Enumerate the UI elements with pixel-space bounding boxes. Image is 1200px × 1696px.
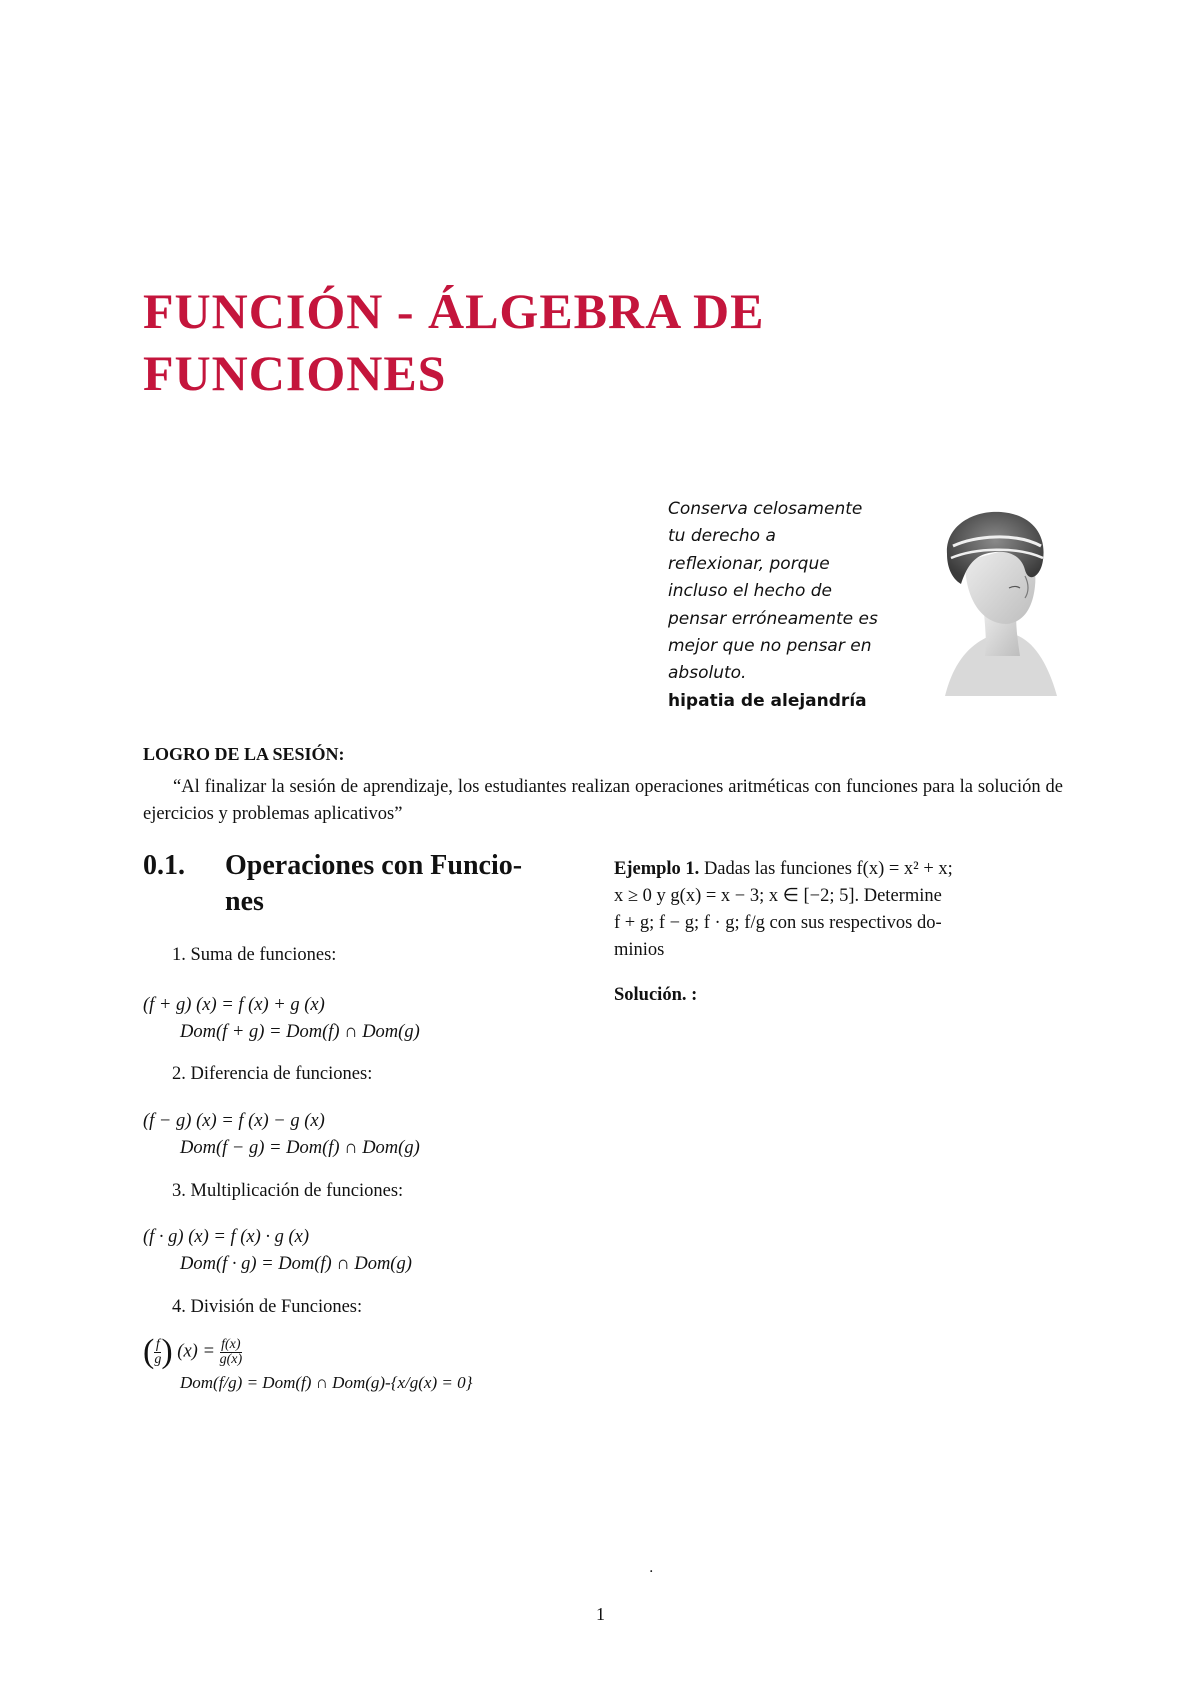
document-title: FUNCIÓN - ÁLGEBRA DE [143, 283, 765, 339]
formula: Dom(f · g) = Dom(f) ∩ Dom(g) [180, 1254, 412, 1274]
fraction: $\frac{f(x)}{g(x)}$ [219, 1336, 243, 1367]
example-block [614, 856, 1069, 964]
list-item: 1. Suma de funciones: [172, 945, 337, 965]
formula: Dom(f + g) = Dom(f) ∩ Dom(g) [180, 1022, 420, 1042]
quote-line: tu derecho a [668, 526, 776, 547]
list-item: 3. Multiplicación de funciones: [172, 1181, 404, 1201]
footer-dot: . [649, 1560, 654, 1576]
formula: (f · g) (x) = f (x) · g (x) [143, 1227, 310, 1247]
quote-line: pensar erróneamente es [668, 608, 878, 629]
learning-goal-text: “Al finalizar la sesión de aprendizaje, los estudiantes realizan operaciones aritméticas con funciones para la solución de ejercicios y problemas aplicativos” [143, 777, 1063, 824]
page-number: 1 [596, 1604, 605, 1624]
solution-label: Solución. : [614, 985, 698, 1005]
fraction: $\frac{f}{g}$ [154, 1336, 162, 1367]
learning-goal-heading: LOGRO DE LA SESIÓN: [143, 744, 345, 764]
formula: ( $\frac{f}{g}$ ) (x) = $\frac{f(x)}{g(x)}$ [143, 1333, 243, 1370]
list-item: 2. Diferencia de funciones: [172, 1064, 373, 1084]
section-heading [143, 848, 593, 920]
epigraph-quote [668, 496, 908, 715]
example-text: Dadas las funciones f(x) = x² + x; [703, 859, 953, 879]
section-title: Operaciones con Funcio- [225, 850, 523, 881]
example-text: x ≥ 0 y g(x) = x − 3; x ∈ [−2; 5]. Determine [614, 886, 942, 906]
example-text: minios [614, 940, 665, 960]
formula: Dom(f − g) = Dom(f) ∩ Dom(g) [180, 1138, 420, 1158]
example-label: Ejemplo 1. [614, 859, 700, 879]
formula: Dom(f/g) = Dom(f) ∩ Dom(g)-{x/g(x) = 0} [180, 1373, 473, 1392]
formula: (f + g) (x) = f (x) + g (x) [143, 995, 325, 1015]
section-title-cont: nes [225, 886, 264, 917]
formula: (f − g) (x) = f (x) − g (x) [143, 1111, 325, 1131]
quote-line: absoluto. [668, 663, 747, 684]
quote-line: incluso el hecho de [668, 581, 832, 602]
quote-line: mejor que no pensar en [668, 636, 872, 657]
quote-line: reflexionar, porque [668, 553, 830, 574]
portrait-image [925, 506, 1063, 702]
quote-author: hipatia de alejandría [668, 690, 867, 711]
section-number: 0.1. [143, 850, 185, 881]
quote-line: Conserva celosamente [668, 499, 863, 519]
document-title-line2: FUNCIONES [143, 345, 447, 401]
list-item: 4. División de Funciones: [172, 1297, 363, 1317]
example-text: f + g; f − g; f · g; f/g con sus respectivos do- [614, 913, 942, 933]
